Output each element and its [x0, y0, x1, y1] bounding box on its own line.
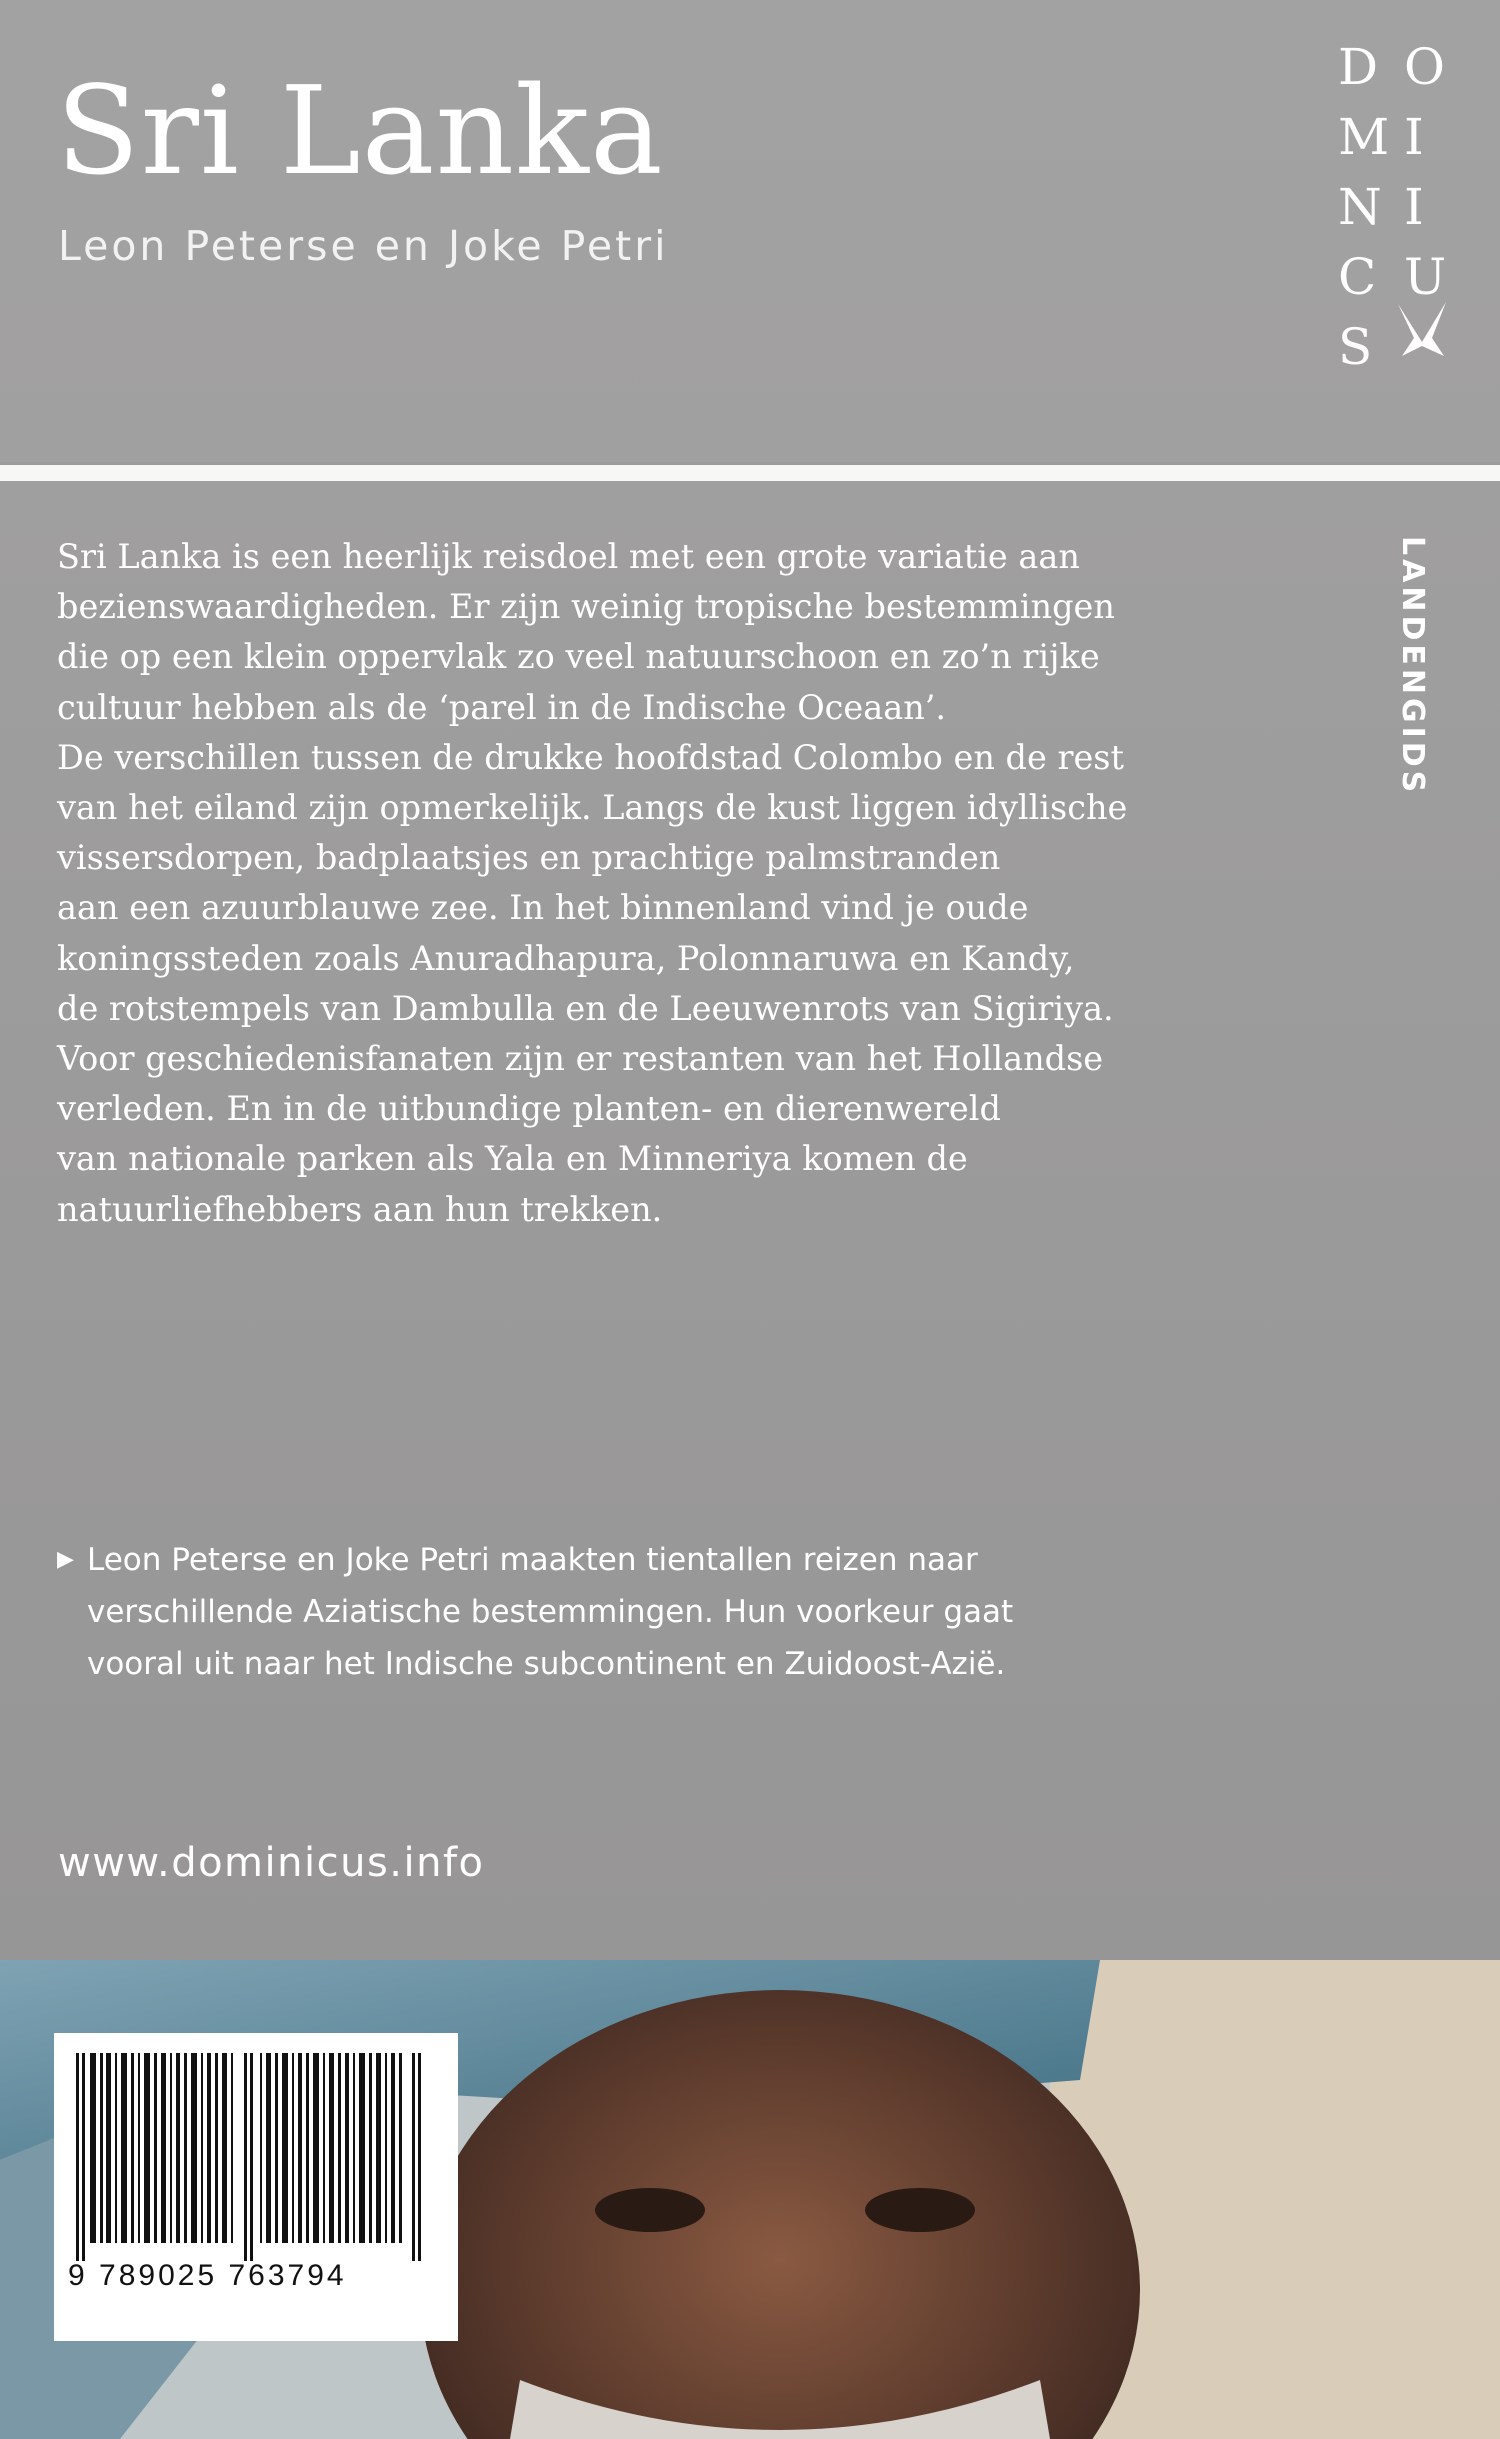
bio-line-text: Leon Peterse en Joke Petri maakten tientallen reizen naar [87, 1542, 978, 1578]
logo-row-2 [1330, 108, 1460, 168]
series-label: LANDENGIDS [1395, 536, 1430, 797]
blurb-line: vissersdorpen, badplaatsjes en prachtige palmstranden [57, 838, 1001, 878]
book-title: Sri Lanka [56, 60, 664, 202]
blurb-line: cultuur hebben als de ‘parel in de Indische Oceaan’. [57, 687, 947, 727]
triangle-bullet-icon: ▶ [57, 1547, 74, 1572]
logo-row-1 [1330, 38, 1460, 98]
logo-letter: C [1338, 248, 1377, 306]
back-cover-blurb [57, 532, 1217, 1235]
blurb-line: de rotstempels van Dambulla en de Leeuwenrots van Sigiriya. [57, 988, 1114, 1028]
publisher-website[interactable]: www.dominicus.info [58, 1840, 485, 1886]
logo-letter: S [1338, 318, 1373, 376]
blurb-line: De verschillen tussen de drukke hoofdstad Colombo en de rest [57, 737, 1124, 777]
bio-line: verschillende Aziatische bestemmingen. Hun voorkeur gaat [87, 1594, 1014, 1630]
logo-letter: D [1338, 38, 1379, 96]
logo-letter: O [1404, 38, 1445, 96]
bio-line [57, 1534, 1257, 1586]
author-bio [57, 1534, 1257, 1690]
logo-letter: N [1338, 178, 1382, 236]
blurb-line: van het eiland zijn opmerkelijk. Langs de kust liggen idyllische [57, 788, 1128, 828]
blurb-line: natuurliefhebbers aan hun trekken. [57, 1189, 663, 1229]
logo-row-3 [1330, 178, 1460, 238]
barcode-bars [54, 2033, 458, 2263]
blurb-line: die op een klein oppervlak zo veel natuurschoon en zo’n rijke [57, 637, 1100, 677]
blurb-line: van nationale parken als Yala en Minneriya komen de [57, 1139, 968, 1179]
bio-line: vooral uit naar het Indische subcontinent en Zuidoost-Azië. [87, 1646, 1006, 1682]
blurb-line: koningssteden zoals Anuradhapura, Polonnaruwa en Kandy, [57, 938, 1075, 978]
logo-letter: I [1404, 108, 1424, 166]
publisher-logo [1330, 38, 1460, 388]
blurb-line: bezienswaardigheden. Er zijn weinig tropische bestemmingen [57, 587, 1115, 627]
blurb-line: aan een azuurblauwe zee. In het binnenland vind je oude [57, 888, 1029, 928]
divider-line [0, 465, 1500, 481]
isbn-number: 9 789025 763794 [68, 2259, 347, 2292]
blurb-line: Voor geschiedenisfanaten zijn er restanten van het Hollandse [57, 1039, 1104, 1079]
logo-letter: M [1338, 108, 1390, 166]
swallow-bird-icon [1392, 298, 1452, 358]
blurb-line: verleden. En in de uitbundige planten- en dierenwereld [57, 1089, 1001, 1129]
book-authors: Leon Peterse en Joke Petri [58, 222, 669, 270]
logo-letter: U [1404, 248, 1447, 306]
barcode [54, 2033, 458, 2341]
blurb-line: Sri Lanka is een heerlijk reisdoel met een grote variatie aan [57, 537, 1080, 576]
logo-letter: I [1404, 178, 1424, 236]
